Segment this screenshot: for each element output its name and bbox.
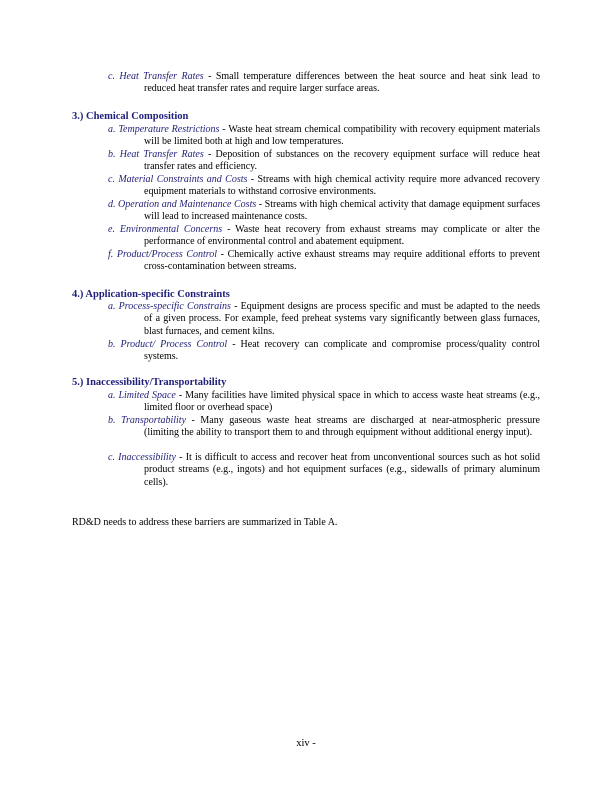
page-number: xiv - <box>296 738 316 749</box>
section-heading-inaccessibility: 5.) Inaccessibility/Transportability <box>72 377 227 388</box>
barrier-item-heat-transfer-rates-chem <box>108 149 540 174</box>
barrier-item-process-specific <box>108 301 540 338</box>
item-label: a. Temperature Restrictions <box>108 124 220 135</box>
item-label: b. Product/ Process Control <box>108 339 228 350</box>
item-label: b. Transportability <box>108 415 187 426</box>
barrier-item-product-process-control <box>108 249 540 274</box>
item-label: f. Product/Process Control <box>108 249 218 260</box>
item-label: c. Heat Transfer Rates <box>108 71 204 82</box>
barrier-item-product-process-control-2 <box>108 339 540 364</box>
item-label: d. Operation and Maintenance Costs <box>108 199 257 210</box>
barrier-item-limited-space <box>108 390 540 415</box>
item-text: - Waste heat stream chemical compatibility with recovery equipment materials will be limited both at high and low temperatures. <box>144 124 540 148</box>
barrier-item-heat-transfer-rates <box>108 71 540 96</box>
item-text: - Streams with high chemical activity require more advanced recovery equipment materials to withstand corrosive environments. <box>144 174 540 198</box>
item-text: - Chemically active exhaust streams may require additional efforts to prevent cross-contamination between streams. <box>144 249 540 273</box>
barrier-item-material-constraints <box>108 174 540 199</box>
item-text: - Heat recovery can complicate and compromise process/quality control systems. <box>144 339 540 363</box>
item-label: b. Heat Transfer Rates <box>108 149 204 160</box>
barrier-item-environmental-concerns <box>108 224 540 249</box>
item-text: - Waste heat recovery from exhaust streams may complicate or alter the performance of environmental control and abatement equipment. <box>144 224 540 248</box>
item-text: - Many facilities have limited physical space in which to access waste heat streams (e.g., limited floor or overhead space) <box>144 390 540 414</box>
item-text: - Streams with high chemical activity that damage equipment surfaces will lead to increased maintenance costs. <box>144 199 540 223</box>
closing-paragraph: RD&D needs to address these barriers are summarized in Table A. <box>72 517 338 528</box>
item-label: c. Inaccessibility <box>108 452 176 463</box>
item-label: a. Process-specific Constrains <box>108 301 231 312</box>
section-heading-chemical-composition: 3.) Chemical Composition <box>72 111 189 122</box>
barrier-item-inaccessibility <box>108 452 540 489</box>
item-label: e. Environmental Concerns <box>108 224 223 235</box>
barrier-item-transportability <box>108 415 540 440</box>
barrier-item-temperature-restrictions <box>108 124 540 149</box>
item-text: - Small temperature differences between the heat source and heat sink lead to reduced heat transfer rates and require larger surface areas. <box>144 71 540 95</box>
barrier-item-operation-maintenance <box>108 199 540 224</box>
item-text: - Many gaseous waste heat streams are discharged at near-atmospheric pressure (limiting the ability to transport them to and through equipment without additional energy input). <box>144 415 540 439</box>
item-text: - It is difficult to access and recover heat from unconventional sources such as hot solid product streams (e.g., ingots) and hot equipment surfaces (e.g., sidewalls of primary aluminum cells). <box>144 452 540 488</box>
item-text: - Equipment designs are process specific and must be adapted to the needs of a given process. For example, feed preheat systems vary significantly between glass furnaces, blast furnaces, and cement kilns. <box>144 301 541 337</box>
item-label: a. Limited Space <box>108 390 176 401</box>
item-label: c. Material Constraints and Costs <box>108 174 248 185</box>
section-heading-application-specific: 4.) Application-specific Constraints <box>72 289 230 300</box>
item-text: - Deposition of substances on the recovery equipment surface will reduce heat transfer rates and efficiency. <box>144 149 540 173</box>
